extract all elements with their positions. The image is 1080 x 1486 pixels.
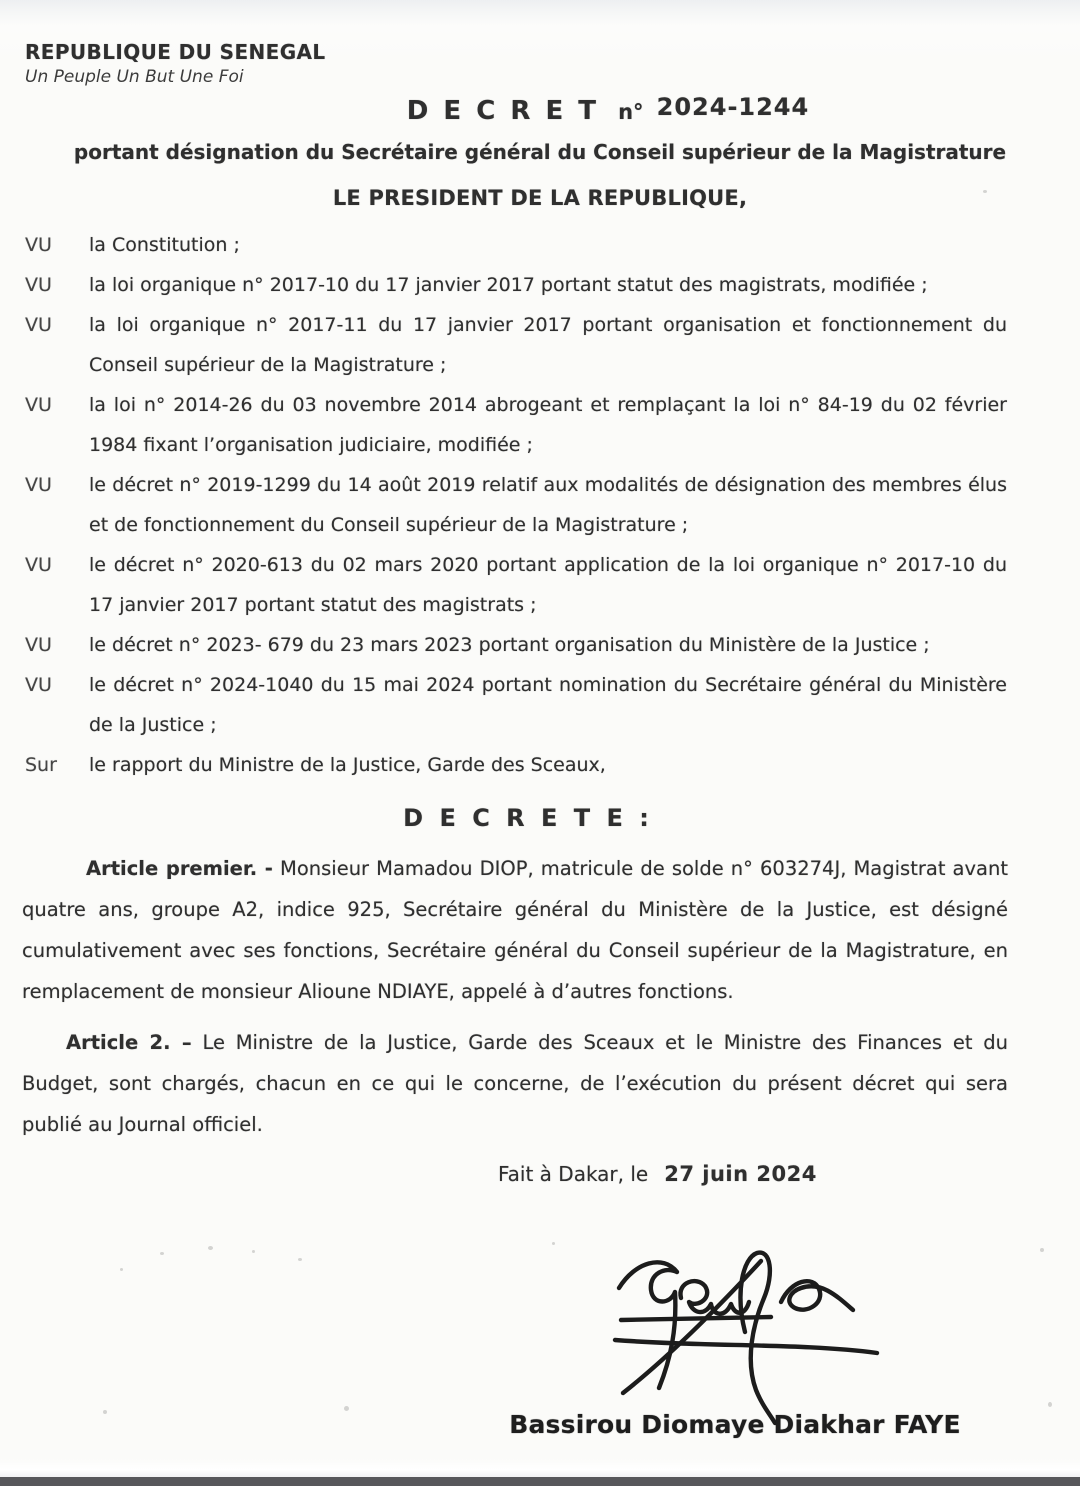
visa-text: le décret n° 2023- 679 du 23 mars 2023 portant organisation du Ministère de la Justice ; <box>89 634 930 656</box>
visa-row <box>25 625 1007 665</box>
scan-speck <box>208 1246 213 1250</box>
decree-label: D E C R E T <box>406 96 599 126</box>
visa-text: la loi n° 2014-26 du 03 novembre 2014 abrogeant et remplaçant la loi n° 84-19 du 02 février 1984 fixant l’organisation judiciaire, modifiée ; <box>89 394 1007 456</box>
visa-label: VU <box>25 274 52 296</box>
visa-label: Sur <box>25 754 57 776</box>
scan-bottom-highlight <box>0 1459 1080 1477</box>
decree-number: 2024-1244 <box>656 93 810 121</box>
signatory-name: Bassirou Diomaye Diakhar FAYE <box>509 1410 961 1439</box>
visa-row <box>25 665 1007 745</box>
article-1-text: Monsieur Mamadou DIOP, matricule de solde n° 603274J, Magistrat avant quatre ans, groupe A2, indice 925, Secrétaire général du Ministère de la Justice, est désigné cumulativement avec ses fonctions, Secrétaire général du Conseil supérieur de la Magistrature, en remplacement de monsieur Alioune NDIAYE, appelé à d’autres fonctions. <box>22 857 1008 1003</box>
visa-row <box>25 305 1007 385</box>
visa-text: la loi organique n° 2017-10 du 17 janvier 2017 portant statut des magistrats, modifiée ; <box>89 274 928 296</box>
republic-title: REPUBLIQUE DU SENEGAL <box>25 40 326 64</box>
visa-row <box>25 465 1007 545</box>
date-line-prefix: Fait à Dakar, le <box>498 1162 649 1186</box>
article-2-lead: Article 2. – <box>66 1031 192 1054</box>
handwritten-signature-icon <box>585 1240 915 1426</box>
scan-bottom-bar <box>0 1477 1080 1486</box>
decree-number-prefix: n° <box>618 100 644 124</box>
visa-label: VU <box>25 394 52 416</box>
visa-text: le rapport du Ministre de la Justice, Garde des Sceaux, <box>89 754 606 776</box>
visa-row <box>25 745 1007 785</box>
scan-speck <box>983 190 987 193</box>
article-2 <box>22 1022 1008 1145</box>
decree-heading <box>68 93 1080 126</box>
scan-speck <box>120 1268 123 1271</box>
visa-text: la loi organique n° 2017-11 du 17 janvier 2017 portant organisation et fonctionnement du Conseil supérieur de la Magistrature ; <box>89 314 1007 376</box>
visa-row <box>25 265 1007 305</box>
visa-label: VU <box>25 634 52 656</box>
scan-speck <box>252 1250 255 1253</box>
scan-speck <box>552 1242 555 1245</box>
visa-text: le décret n° 2024-1040 du 15 mai 2024 portant nomination du Secrétaire général du Ministère de la Justice ; <box>89 674 1007 736</box>
article-2-text: Le Ministre de la Justice, Garde des Sceaux et le Ministre des Finances et du Budget, sont chargés, chacun en ce qui le concerne, de l’exécution du présent décret qui sera publié au Journal officiel. <box>22 1031 1008 1136</box>
letterhead <box>25 40 326 87</box>
scan-speck <box>1040 1248 1044 1252</box>
scan-speck <box>344 1406 349 1411</box>
president-heading: LE PRESIDENT DE LA REPUBLIQUE, <box>332 186 748 210</box>
decree-subtitle: portant désignation du Secrétaire général du Conseil supérieur de la Magistrature <box>73 140 1007 164</box>
visas-list <box>25 225 1007 785</box>
visa-text: le décret n° 2019-1299 du 14 août 2019 relatif aux modalités de désignation des membres élus et de fonctionnement du Conseil supérieur de la Magistrature ; <box>89 474 1007 536</box>
decree-date: 27 juin 2024 <box>664 1162 817 1186</box>
scan-speck <box>103 1410 107 1414</box>
article-1 <box>22 848 1008 1012</box>
article-1-lead: Article premier. - <box>86 857 273 880</box>
visa-label: VU <box>25 554 52 576</box>
visa-label: VU <box>25 234 52 256</box>
scan-speck <box>1048 1402 1052 1407</box>
date-line <box>498 1162 817 1186</box>
visa-text: la Constitution ; <box>89 234 240 256</box>
scan-speck <box>160 1252 164 1255</box>
visa-label: VU <box>25 314 52 336</box>
visa-row <box>25 385 1007 465</box>
visa-label: VU <box>25 674 52 696</box>
visa-row <box>25 545 1007 625</box>
decrete-heading: D E C R E T E : <box>403 804 653 832</box>
visa-row <box>25 225 1007 265</box>
visa-label: VU <box>25 474 52 496</box>
visa-text: le décret n° 2020-613 du 02 mars 2020 portant application de la loi organique n° 2017-10 du 17 janvier 2017 portant statut des magistrats ; <box>89 554 1007 616</box>
scan-speck <box>298 1258 302 1261</box>
national-motto: Un Peuple Un But Une Foi <box>25 67 244 87</box>
